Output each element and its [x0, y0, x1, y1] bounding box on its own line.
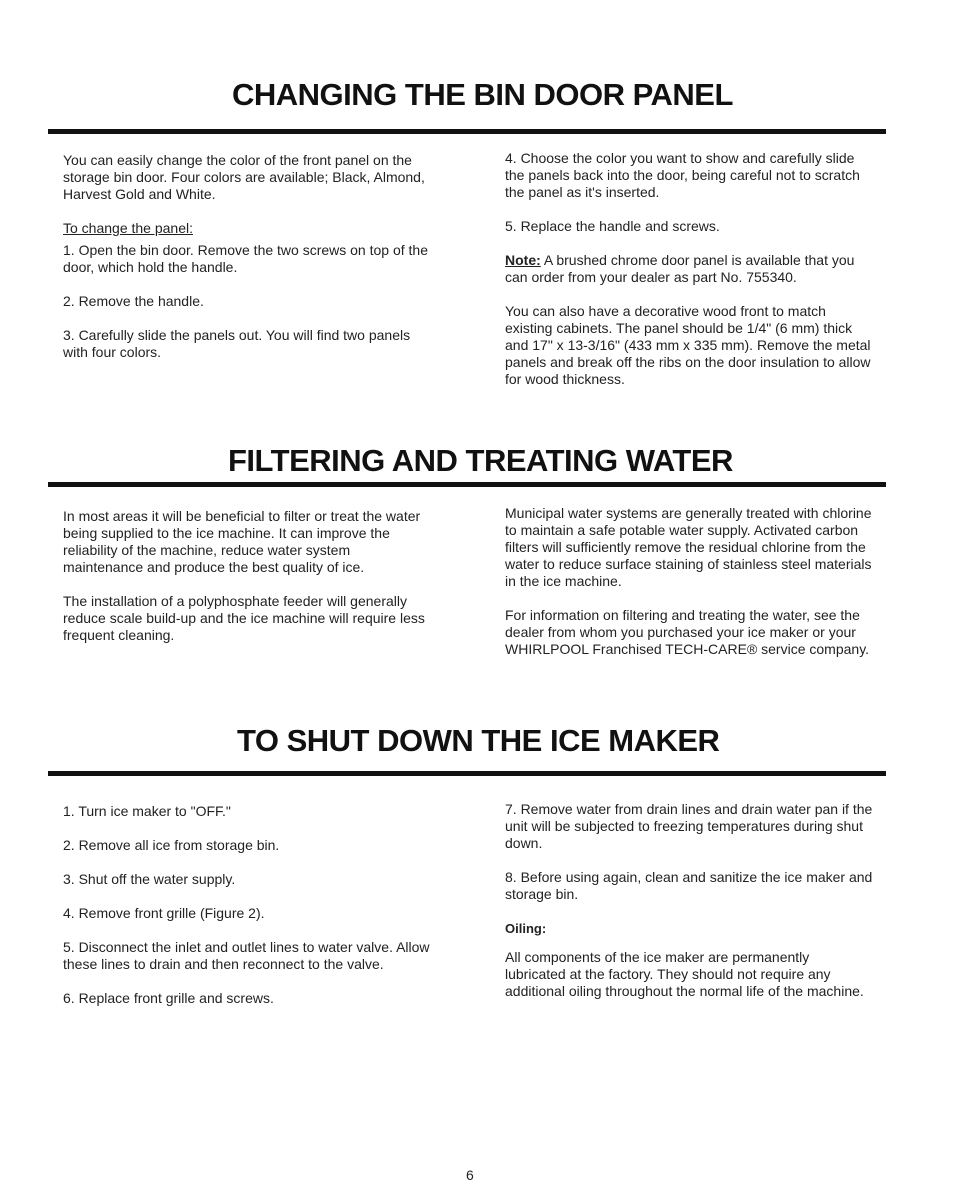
bin-door-right-column — [505, 150, 873, 405]
oiling-paragraph: All components of the ice maker are permanently lubricated at the factory. They should not require any additional oiling throughout the normal life of the machine. — [505, 949, 864, 999]
shutdown-step-8: 8. Before using again, clean and sanitize the ice maker and storage bin. — [505, 869, 873, 902]
shutdown-step-6: 6. Replace front grille and screws. — [63, 990, 274, 1006]
section-rule — [48, 482, 886, 487]
step-4: 4. Choose the color you want to show and carefully slide the panels back into the door, being careful not to scratch the panel as it's inserted. — [505, 150, 860, 200]
water-paragraph-4: For information on filtering and treating the water, see the dealer from whom you purchased your ice maker or your WHIRLPOOL Franchised TECH-CARE® service company. — [505, 607, 870, 657]
intro-paragraph: You can easily change the color of the front panel on the storage bin door. Four colors are available; Black, Almond, Harvest Gold and White. — [63, 152, 425, 202]
heading-bin-door: CHANGING THE BIN DOOR PANEL — [232, 77, 733, 112]
water-paragraph-2: The installation of a polyphosphate feeder will generally reduce scale build-up and the ice machine will require less frequent cleaning. — [63, 593, 425, 643]
shutdown-step-1: 1. Turn ice maker to "OFF." — [63, 803, 231, 819]
water-paragraph-1: In most areas it will be beneficial to filter or treat the water being supplied to the ice machine. It can improve the reliability of the machine, reduce water system maintenance and produce the best quality of ice. — [63, 508, 421, 575]
shutdown-step-5: 5. Disconnect the inlet and outlet lines to water valve. Allow these lines to drain and then reconnect to the valve. — [63, 939, 430, 972]
page-number: 6 — [466, 1167, 474, 1183]
water-left-column — [63, 508, 431, 661]
section-rule — [48, 771, 886, 776]
wood-front-paragraph: You can also have a decorative wood front to match existing cabinets. The panel should be 1/4" (6 mm) thick and 17" x 13-3/16" (433 mm x 335 mm). Remove the metal panels and break off the ribs on the door insulation to allow for wood thickness. — [505, 303, 871, 387]
heading-water: FILTERING AND TREATING WATER — [228, 443, 733, 478]
step-2: 2. Remove the handle. — [63, 293, 204, 309]
step-5: 5. Replace the handle and screws. — [505, 218, 720, 234]
oiling-subheading: Oiling: — [505, 921, 547, 936]
section-rule — [48, 129, 886, 134]
water-right-column — [505, 505, 873, 675]
shutdown-step-4: 4. Remove front grille (Figure 2). — [63, 905, 265, 921]
step-3: 3. Carefully slide the panels out. You will find two panels with four colors. — [63, 327, 411, 360]
note-text: A brushed chrome door panel is available that you can order from your dealer as part No. 755340. — [505, 252, 855, 285]
water-paragraph-3: Municipal water systems are generally treated with chlorine to maintain a safe potable water supply. Activated carbon filters will sufficiently remove the residual chlorine from the water to reduce surface staining of stainless steel materials in the ice machine. — [505, 505, 872, 589]
heading-shutdown: TO SHUT DOWN THE ICE MAKER — [237, 723, 720, 758]
shutdown-step-2: 2. Remove all ice from storage bin. — [63, 837, 280, 853]
shutdown-left-column — [63, 803, 431, 1024]
steps-intro: To change the panel: — [63, 220, 193, 236]
bin-door-left-column — [63, 152, 431, 378]
step-1: 1. Open the bin door. Remove the two screws on top of the door, which hold the handle. — [63, 242, 428, 275]
note-paragraph — [505, 252, 873, 286]
shutdown-right-column — [505, 801, 873, 1017]
shutdown-step-3: 3. Shut off the water supply. — [63, 871, 236, 887]
note-label: Note: — [505, 252, 541, 268]
shutdown-step-7: 7. Remove water from drain lines and drain water pan if the unit will be subjected to freezing temperatures during shut down. — [505, 801, 873, 851]
